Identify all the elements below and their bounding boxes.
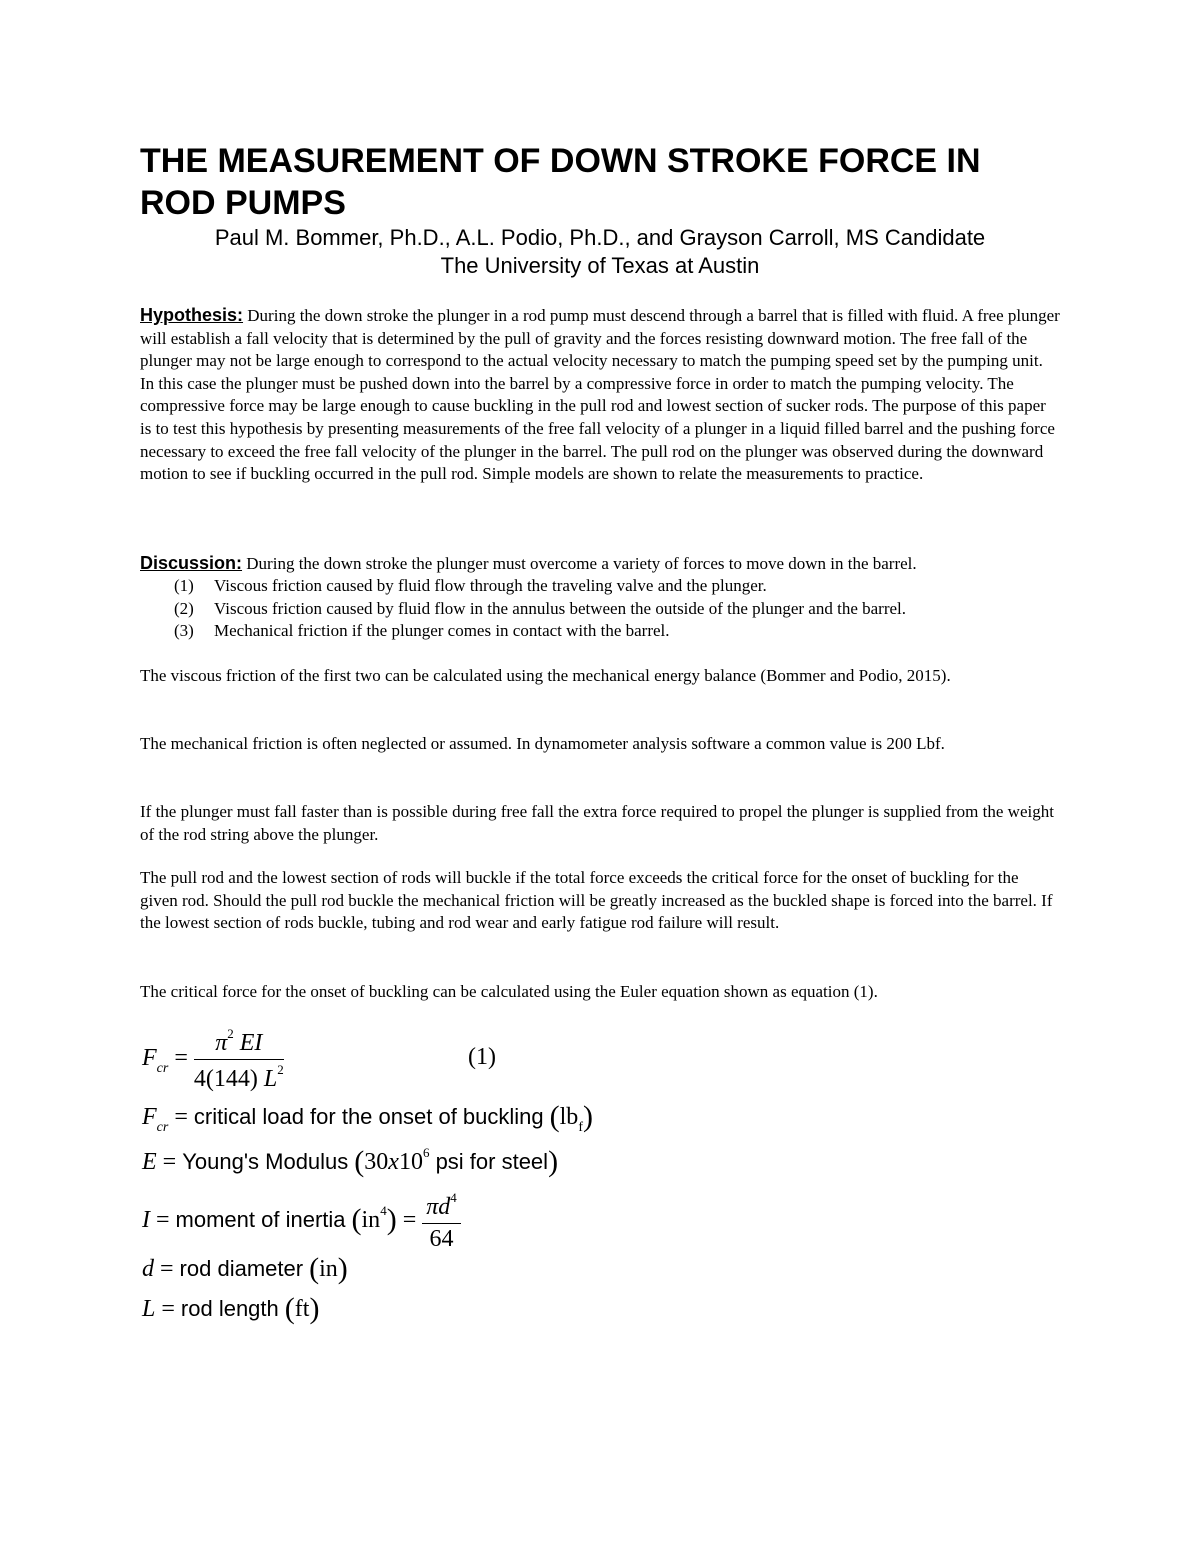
equation-number: (1) [468, 1044, 496, 1070]
discussion-text: During the down stroke the plunger must overcome a variety of forces to move down in the barrel. [242, 554, 917, 573]
paper-title: THE MEASUREMENT OF DOWN STROKE FORCE IN ROD PUMPS [140, 142, 981, 222]
definition-row: $F_{cr}$ = critical load for the onset of buckling $(lb_f)$ [142, 1100, 593, 1135]
list-item-text: Viscous friction caused by fluid flow in the annulus between the outside of the plunger and the barrel. [214, 598, 907, 618]
list-item-number: (3) [174, 621, 194, 641]
list-item-text: Viscous friction caused by fluid flow through the traveling valve and the plunger. [214, 576, 767, 595]
euler-equation: $F_{cr}$ = $\frac{\pi^2 EI}{4(144) L^2}$ [142, 1026, 284, 1092]
list-item-number: (2) [174, 598, 194, 618]
list-item [174, 620, 1054, 643]
inertia-fraction: $\frac{\pi d^4}{64}$ [422, 1190, 461, 1253]
body-paragraph: The pull rod and the lowest section of rods will buckle if the total force exceeds the critical force for the onset of buckling for the given rod. Should the pull rod buckle the mechanical friction will be greatly increased as the buckled shape is forced into the barrel. If the lowest section of rods buckle, tubing and rod wear and early fatigue rod failure will result. [140, 868, 1053, 933]
discussion-paragraph [140, 552, 1060, 576]
definition-row: d = rod diameter (in) [142, 1252, 348, 1285]
force-list [174, 575, 1054, 643]
list-item [174, 598, 1054, 621]
hypothesis-text: During the down stroke the plunger in a rod pump must descend through a barrel that is filled with fluid. A free plunger will establish a fall velocity that is determined by the pull of gravity and the forces resisting downward motion. The free fall of the plunger may not be large enough to correspond to the actual velocity necessary to match the pumping speed set by the pumping unit. In this case the plunger must be pushed down into the barrel by a compressive force in order to match the pumping velocity. The compressive force may be large enough to cause buckling in the pull rod and lowest section of sucker rods. The purpose of this paper is to test this hypothesis by presenting measurements of the free fall velocity of a plunger in a liquid filled barrel and the pushing force necessary to exceed the free fall velocity of the plunger in the barrel. The pull rod on the plunger was observed during the downward motion to see if buckling occurred in the pull rod. Simple models are shown to relate the measurements to practice. [140, 306, 1060, 484]
discussion-heading: Discussion: [140, 553, 243, 573]
definition-row: I = moment of inertia $(in^4)$ = $\frac{\pi d^4}{64}$ [142, 1190, 461, 1253]
hypothesis-heading: Hypothesis: [140, 305, 244, 325]
author-list: Paul M. Bommer, Ph.D., A.L. Podio, Ph.D., and Grayson Carroll, MS Candidate [214, 225, 986, 250]
body-paragraph: The critical force for the onset of buckling can be calculated using the Euler equation shown as equation (1). [140, 982, 878, 1001]
body-paragraph: The mechanical friction is often neglected or assumed. In dynamometer analysis software a common value is 200 Lbf. [140, 734, 945, 753]
definition-row: L = rod length (ft) [142, 1292, 320, 1325]
equation-fraction: $\frac{\pi^2 EI}{4(144) L^2}$ [193, 1026, 284, 1092]
list-item-text: Mechanical friction if the plunger comes in contact with the barrel. [214, 621, 670, 641]
definition-row: E = Young's Modulus ($30x10^6$ psi for steel) [142, 1145, 559, 1178]
affiliation: The University of Texas at Austin [440, 253, 760, 278]
list-item [174, 575, 1054, 598]
body-paragraph: The viscous friction of the first two can be calculated using the mechanical energy balance (Bommer and Podio, 2015). [140, 666, 951, 685]
body-paragraph: If the plunger must fall faster than is possible during free fall the extra force required to propel the plunger is supplied from the weight of the rod string above the plunger. [140, 802, 1054, 844]
hypothesis-paragraph [140, 304, 1060, 486]
list-item-number: (1) [174, 576, 194, 595]
